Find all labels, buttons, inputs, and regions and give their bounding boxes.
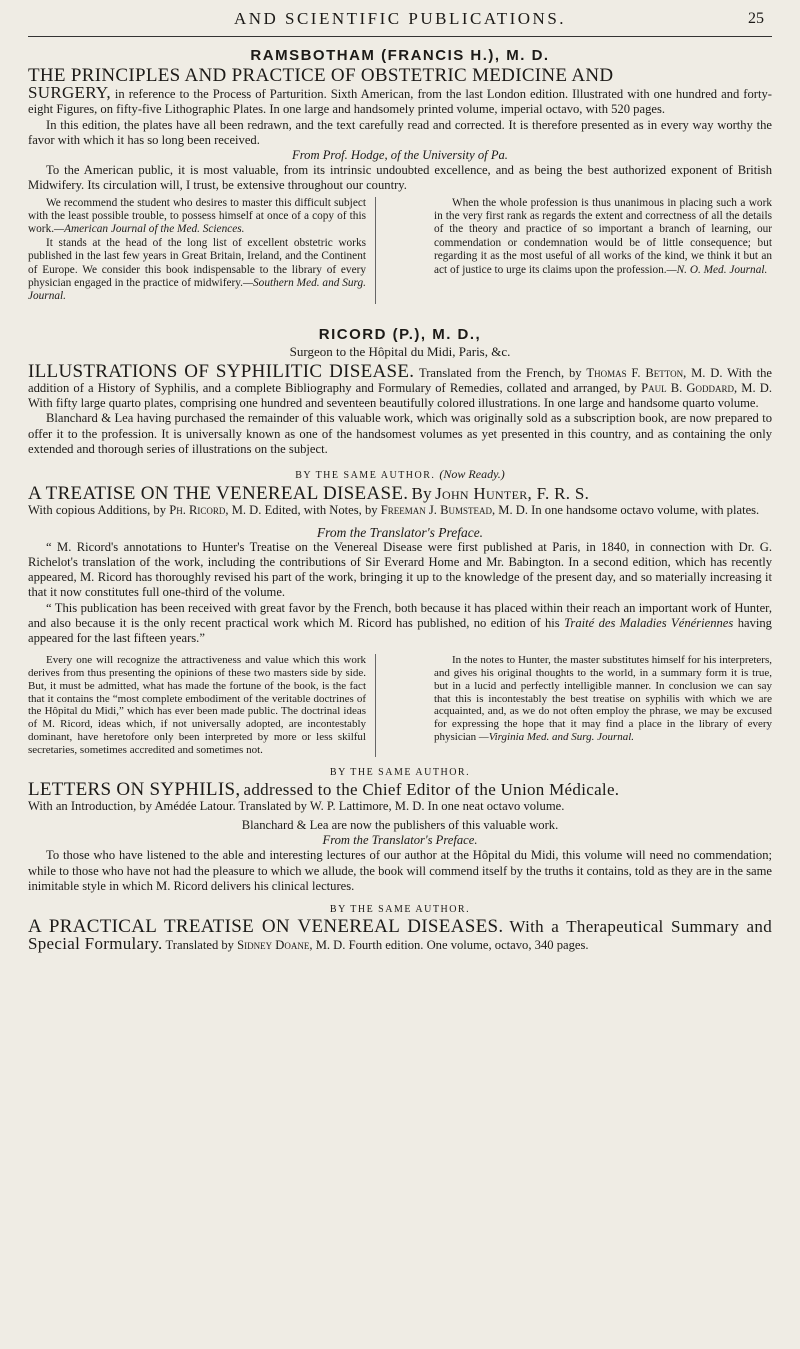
ramsbotham-title-line (28, 65, 772, 86)
ramsbotham-author: RAMSBOTHAM (FRANCIS H.), M. D. (250, 47, 550, 64)
practical-desc-a: Translated by (165, 938, 234, 953)
treatise-desc (28, 503, 772, 518)
ramsbotham-review-1-text: We recommend the student who desires to master this difficult subject with the least possible trouble, to possess himself at once of a copy of this work. (28, 196, 366, 236)
treatise-now-ready: (Now Ready.) (439, 467, 505, 482)
treatise-reviews-right (434, 654, 772, 756)
ricord-desc-a: Translated from the French, by (418, 365, 582, 380)
ramsbotham-review-3-source: —N. O. Med. Journal. (666, 263, 768, 276)
letters-title: LETTERS ON SYPHILIS, (28, 778, 241, 800)
treatise-desc-c: , M. D. In one handsome octavo volume, with plates. (491, 503, 760, 518)
practical-name-doane: Sidney Doane (237, 938, 310, 953)
ramsbotham-entry (28, 47, 772, 304)
practical-title-line (28, 915, 772, 954)
ramsbotham-title-cont: SURGERY, (28, 83, 111, 103)
treatise-by: BY THE SAME AUTHOR. (295, 470, 436, 482)
practical-title-cont: With a Therapeutical Summary and Special Formulary. (28, 916, 772, 954)
treatise-quote-2-title: Traité des Maladies Vénériennes (564, 615, 734, 630)
letters-publisher-note: Blanchard & Lea are now the publishers of this valuable work. (241, 817, 559, 832)
header-rule (28, 36, 772, 37)
ramsbotham-review-3-text: When the whole profession is thus unanimous in placing such a work in the very first rank as regards the extent and correctness of all the details of the theory and practice of so important a branch of learning, our commendation or condemnation would be of little consequence; but regarding it as the most useful of all works of the kind, we think it but an act of justice to urge its claims upon the profession. (434, 196, 772, 276)
ramsbotham-review-1 (28, 197, 366, 237)
ramsbotham-review-2 (28, 237, 366, 304)
letters-desc: With an Introduction, by Amédée Latour. Translated by W. P. Lattimore, M. D. In one neat octavo volume. (28, 798, 565, 813)
treatise-review-right (434, 654, 772, 744)
treatise-reviews (28, 654, 772, 756)
treatise-review-left: Every one will recognize the attractiveness and value which this work derives from thus presenting the opinions of these two masters side by side. But, it must be admitted, what has made the fortune of the book, is the fact that it contains the “most complete embodiment of the veritable doctrines of the Hôpital du Midi,” which has ever been made public. The doctrinal ideas of M. Ricord, ideas which, if not universally adopted, are incontestably dominant, have heretofore only been interpreted by more or less skilful secretaries, sometimes accredited and sometimes not. (28, 654, 366, 756)
ramsbotham-hodge-quote: To the American public, it is most valuable, from its intrinsic undoubted excellence, and as being the best authorized exponent of British Midwifery. Its circulation will, I trust, be extensive throughout our country. (28, 163, 772, 193)
treatise-title-by: By (411, 484, 432, 504)
treatise-title-hunter: John Hunter (435, 484, 528, 504)
treatise-quote-2a: “ This publication has been received with great favor by the French, both because it has placed within their reach an important work of Hunter, and also because it is the only recent practical work which M. Ricord has published, no edition of his (28, 600, 772, 630)
treatise-title-line (28, 483, 772, 505)
ricord-purchase-note: Blanchard & Lea having purchased the remainder of this valuable work, which was originally sold as a subscription book, are now prepared to offer it to the profession. It is universally known as one of the handsomest volumes as yet presented in this country, and as containing the only extended and thorough series of illustrations on the subject. (28, 411, 772, 456)
treatise-quote-2b: having appeared for the last fifteen years.” (28, 615, 772, 645)
letters-from: From the Translator's Preface. (322, 833, 478, 848)
ramsbotham-review-1-source: —American Journal of the Med. Sciences. (54, 223, 245, 236)
treatise-title-end: , F. R. S. (527, 484, 590, 504)
letters-title-line (28, 778, 772, 800)
letters-byline: BY THE SAME AUTHOR. (329, 766, 471, 778)
ramsbotham-edition-note: In this edition, the plates have all been redrawn, and the text carefully read and corrected. It is therefore presented as in every way worthy the favor with which it has so long been received. (28, 117, 772, 147)
treatise-name-bumstead: Freeman J. Bumstead (380, 503, 492, 518)
treatise-byline (28, 467, 772, 482)
practical-entry (28, 904, 772, 953)
ricord-name-betton: Thomas F. Betton (586, 365, 684, 380)
ricord-subtitle: Surgeon to the Hôpital du Midi, Paris, &c. (289, 343, 511, 359)
ricord-author-name: RICORD (P.), M. D., (318, 325, 482, 343)
treatise-review-right-source: —Virginia Med. and Surg. Journal. (478, 730, 635, 743)
ramsbotham-reviews-left (28, 197, 376, 304)
ricord-desc-b: , M. D. With the addition of a History of Syphilis, and a complete Bibliography and Formulary of Remedies, collated and arranged, by (28, 365, 772, 396)
ramsbotham-review-3 (434, 197, 772, 277)
treatise-desc-a: With copious Additions, by (28, 503, 167, 518)
letters-title-cont: addressed to the Chief Editor of the Union Médicale. (243, 779, 620, 799)
ramsbotham-desc-para (28, 85, 772, 117)
treatise-review-right-text: In the notes to Hunter, the master substitutes himself for his interpreters, and gives his original thoughts to the world, in a summary form it is true, but in a lucid and perfectly intelligible manner. In conclusion we can say that this is incontestably the best treatise on syphilis with which we are acquainted, and, as we do not often employ the phrase, we may be excused for expressing the hope that it may find a place in the library of every physician (434, 654, 772, 743)
practical-byline: BY THE SAME AUTHOR. (329, 903, 471, 915)
letters-preface-quote: To those who have listened to the able and interesting lectures of our author at the Hôpital du Midi, this volume will need no commendation; while to those who have not had the pleasure to which we allude, the book will commend itself by the truths it contains, told as they are in the same inimitable style in which M. Ricord delivers his clinical lectures. (28, 848, 772, 893)
ricord-name-goddard: Paul B. Goddard (641, 381, 734, 396)
practical-title: A PRACTICAL TREATISE ON VENEREAL DISEASES. (28, 915, 504, 937)
page-number: 25 (748, 10, 764, 27)
treatise-quote-2 (28, 601, 772, 647)
ricord-author (28, 326, 772, 360)
ramsbotham-title: THE PRINCIPLES AND PRACTICE OF OBSTETRIC MEDICINE AND (28, 65, 614, 86)
treatise-from: From the Translator's Preface. (316, 524, 484, 540)
letters-entry (28, 767, 772, 894)
ramsbotham-desc: in reference to the Process of Parturition. Sixth American, from the last London edition. Illustrated with one hundred and forty-eight Figures, on fifty-five Lithographic Plates. In one large and handsomely printed volume, imperial octavo, with 520 pages. (28, 87, 772, 117)
ricord-desc-c: , M. D. With fifty large quarto plates, comprising one hundred and seventeen beautifully colored illustrations. In one large and handsome quarto volume. (28, 381, 772, 411)
running-head (28, 6, 772, 36)
treatise-quote-1: “ M. Ricord's annotations to Hunter's Treatise on the Venereal Disease were first published at Paris, in 1840, in connection with Dr. G. Richelot's translation of the work, including the contributions of Sir Everard Home and Mr. Babington. In a second edition, which has recently appeared, M. Ricord has thoroughly revised his part of the work, bringing it up to the knowledge of the present day, and so materially increasing it that it now constitutes full one-third of the volume. (28, 539, 772, 600)
treatise-desc-b: , M. D. Edited, with Notes, by (225, 503, 378, 518)
treatise-reviews-left (28, 654, 376, 756)
ricord-title: ILLUSTRATIONS OF SYPHILITIC DISEASE. (28, 360, 415, 382)
practical-desc-b: , M. D. Fourth edition. One volume, octavo, 340 pages. (309, 938, 589, 953)
ramsbotham-review-2-text: It stands at the head of the long list of excellent obstetric works published in the last few years in Great Britain, Ireland, and the Continent of Europe. We consider this book indispensable to the library of every physician engaged in the practice of midwifery. (28, 236, 366, 290)
ramsbotham-reviews (28, 197, 772, 304)
treatise-entry (28, 467, 772, 756)
treatise-name-ricord: Ph. Ricord (169, 503, 226, 518)
ramsbotham-review-2-source: —Southern Med. and Surg. Journal. (28, 277, 366, 303)
treatise-title: A TREATISE ON THE VENEREAL DISEASE. (28, 483, 409, 505)
ramsbotham-reviews-right (434, 197, 772, 304)
ricord-desc-para (28, 360, 772, 412)
running-head-title: AND SCIENTIFIC PUBLICATIONS. (233, 9, 567, 28)
ricord-entry (28, 326, 772, 457)
ramsbotham-from: From Prof. Hodge, of the University of Pa. (292, 148, 508, 163)
